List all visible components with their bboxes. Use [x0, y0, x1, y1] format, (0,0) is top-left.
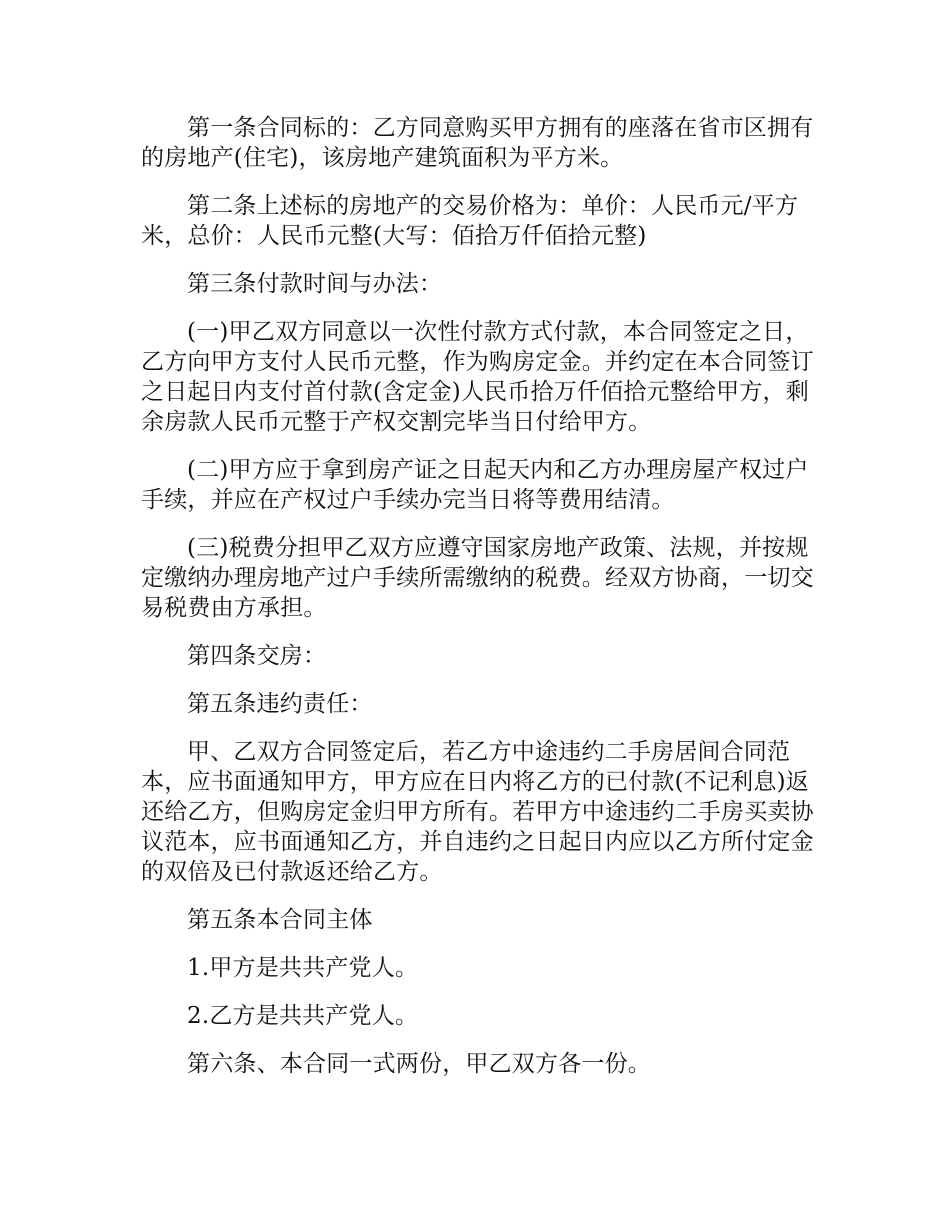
clause-5-breach-heading: 第五条违约责任：	[187, 691, 373, 717]
contract-body	[141, 113, 831, 1097]
clause-5-party-a: 1.甲方是共共产党人。	[187, 955, 419, 981]
clause-2-price: 第二条上述标的房地产的交易价格为：单价：人民币元/平方米，总价：人民币元整(大写：佰拾万仟佰拾元整)	[141, 193, 799, 249]
clause-5-breach-text: 甲、乙双方合同签定后，若乙方中途违约二手房居间合同范本，应书面通知甲方，甲方应在日内将乙方的已付款(不记利息)返还给乙方，但购房定金归甲方所有。若甲方中途违约二手房买卖协议范本，应书面通知乙方，并自违约之日起日内应以乙方所付定金的双倍及已付款返还给乙方。	[141, 739, 814, 885]
clause-6-copies: 第六条、本合同一式两份，甲乙双方各一份。	[187, 1051, 651, 1077]
clause-4-handover: 第四条交房：	[187, 643, 327, 669]
clause-5-parties-heading: 第五条本合同主体	[187, 907, 373, 933]
clause-3-payment-heading: 第三条付款时间与办法：	[187, 271, 443, 297]
clause-1-subject: 第一条合同标的：乙方同意购买甲方拥有的座落在省市区拥有的房地产(住宅)，该房地产建筑面积为平方米。	[141, 115, 814, 171]
clause-5-party-b: 2.乙方是共共产党人。	[187, 1003, 419, 1029]
clause-3-item-2: (二)甲方应于拿到房产证之日起天内和乙方办理房屋产权过户手续，并应在产权过户手续办完当日将等费用结清。	[141, 457, 809, 513]
clause-3-item-1: (一)甲乙双方同意以一次性付款方式付款，本合同签定之日，乙方向甲方支付人民币元整，作为购房定金。并约定在本合同签订之日起日内支付首付款(含定金)人民币拾万仟佰拾元整给甲方，剩余房款人民币元整于产权交割完毕当日付给甲方。	[141, 319, 814, 435]
clause-3-item-3: (三)税费分担甲乙双方应遵守国家房地产政策、法规，并按规定缴纳办理房地产过户手续所需缴纳的税费。经双方协商，一切交易税费由方承担。	[141, 535, 814, 621]
